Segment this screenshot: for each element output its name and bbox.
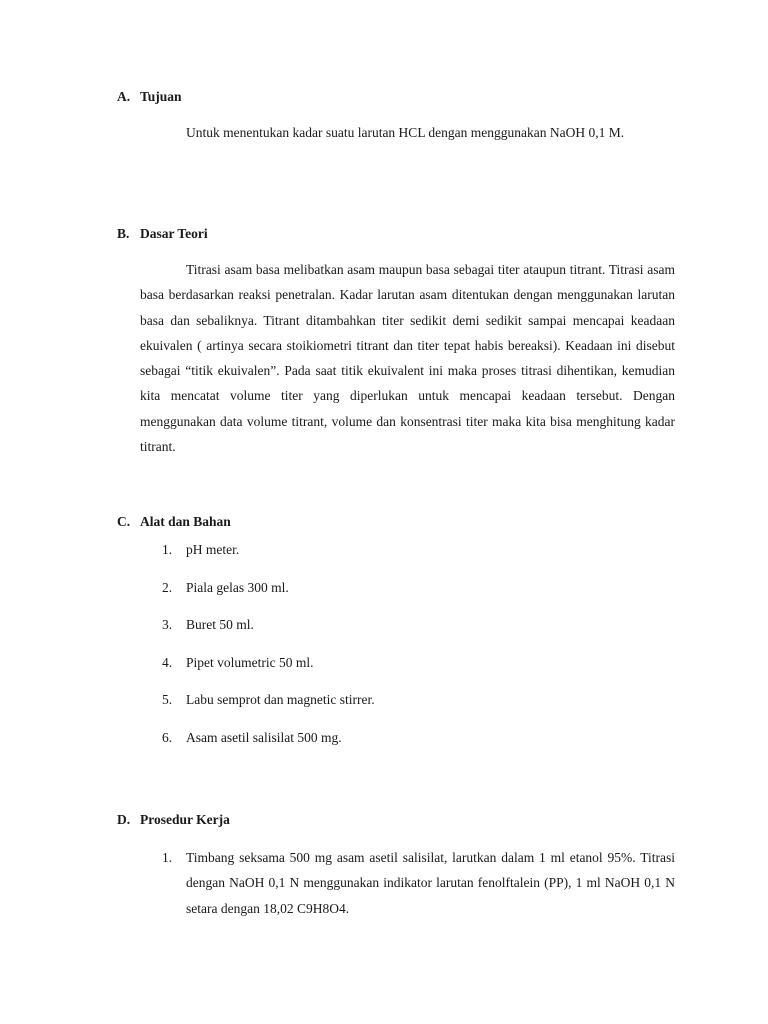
list-item <box>140 612 675 637</box>
procedure-list <box>140 845 675 921</box>
list-item <box>140 687 675 712</box>
list-number: 5. <box>162 692 173 707</box>
section-letter: A. <box>117 89 131 104</box>
list-number: 3. <box>162 617 173 632</box>
section-title: Tujuan <box>140 89 182 104</box>
list-item <box>140 575 675 600</box>
section-b-heading <box>117 226 208 242</box>
list-item <box>140 845 675 921</box>
list-text: Timbang seksama 500 mg asam asetil salisilat, larutkan dalam 1 ml etanol 95%. Titrasi dengan NaOH 0,1 N menggunakan indikator larutan fenolftalein (PP), 1 ml NaOH 0,1 N setara dengan 18,02 C9H8O4. <box>186 850 675 916</box>
list-number: 1. <box>162 542 173 557</box>
section-title: Dasar Teori <box>140 226 208 241</box>
list-number: 6. <box>162 730 173 745</box>
list-number: 2. <box>162 580 173 595</box>
section-letter: B. <box>117 226 130 241</box>
section-a-paragraph: Untuk menentukan kadar suatu larutan HCL dengan menggunakan NaOH 0,1 M. <box>186 125 625 140</box>
section-title: Prosedur Kerja <box>140 812 230 827</box>
list-text: Buret 50 ml. <box>186 617 254 632</box>
list-text: Piala gelas 300 ml. <box>186 580 289 595</box>
list-item <box>140 725 675 750</box>
list-item <box>140 650 675 675</box>
section-title: Alat dan Bahan <box>140 514 231 529</box>
list-number: 1. <box>162 850 173 865</box>
list-text: pH meter. <box>186 542 240 557</box>
list-text: Asam asetil salisilat 500 mg. <box>186 730 342 745</box>
section-letter: D. <box>117 812 131 827</box>
list-number: 4. <box>162 655 173 670</box>
section-a-heading <box>117 89 182 105</box>
section-c-heading <box>117 514 231 530</box>
section-d-heading <box>117 812 230 828</box>
list-text: Labu semprot dan magnetic stirrer. <box>186 692 375 707</box>
section-b-paragraph: Titrasi asam basa melibatkan asam maupun basa sebagai titer ataupun titrant. Titrasi asam basa berdasarkan reaksi penetralan. Kadar larutan asam ditentukan dengan menggunakan larutan basa dan sebaliknya. Titrant ditambahkan titer sedikit demi sedikit sampai mencapai keadaan ekuivalen ( artinya secara stoikiometri titrant dan titer tepat habis bereaksi). Keadaan ini disebut sebagai “titik ekuivalen”. Pada saat titik ekuivalent ini maka proses titrasi dihentikan, kemudian kita mencatat volume titer yang diperlukan untuk mencapai keadaan tersebut. Dengan menggunakan data volume titrant, volume dan konsentrasi titer maka kita bisa menghitung kadar titrant. <box>140 262 675 455</box>
section-letter: C. <box>117 514 131 529</box>
list-text: Pipet volumetric 50 ml. <box>186 655 314 670</box>
list-item <box>140 537 675 562</box>
